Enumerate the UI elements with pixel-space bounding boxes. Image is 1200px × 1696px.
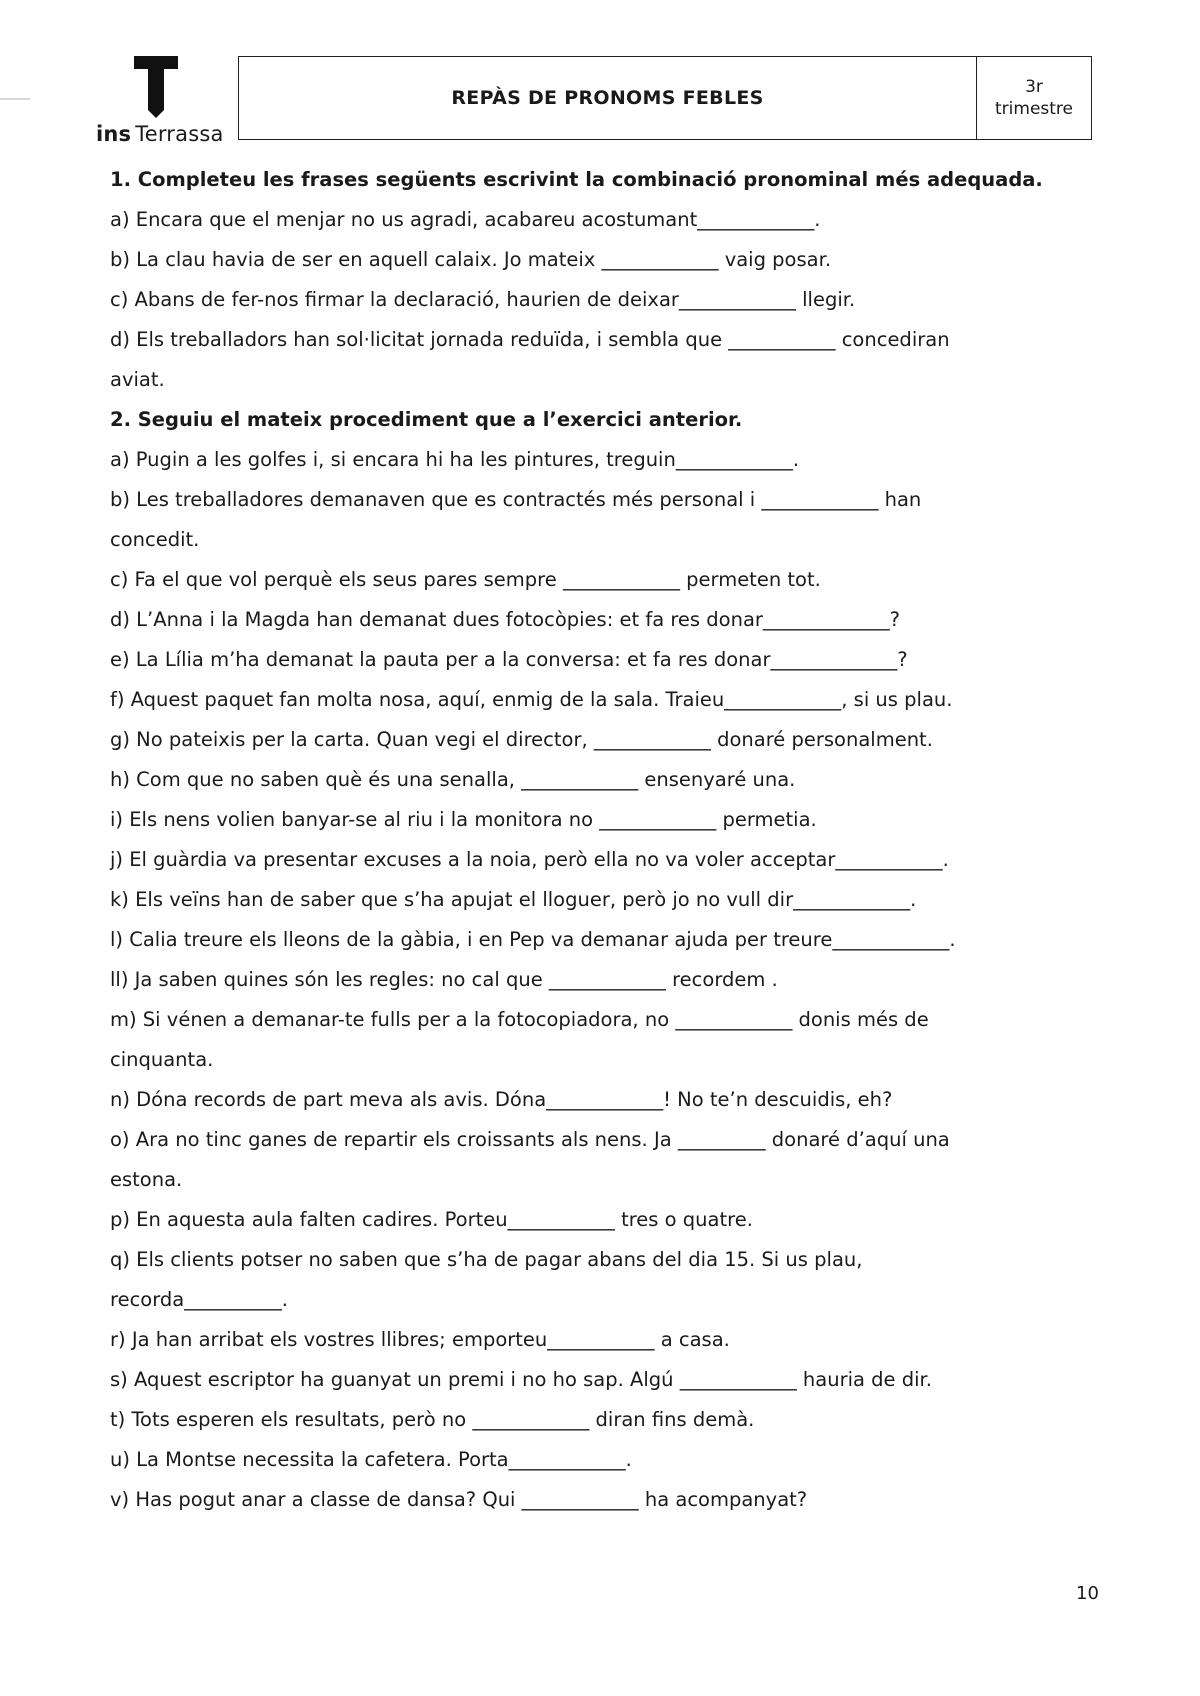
sentence-line: d) L’Anna i la Magda han demanat dues fotocòpies: et fa res donar_____________? [110, 608, 901, 631]
exercise-2-item [110, 1080, 1070, 1120]
exercise-2-item [110, 960, 1070, 1000]
sentence-line: j) El guàrdia va presentar excuses a la noia, però ella no va voler acceptar___________. [110, 848, 949, 871]
school-logo [96, 56, 226, 148]
exercise-2-item [110, 640, 1070, 680]
exercise-2-title: 2. Seguiu el mateix procediment que a l’exercici anterior. [110, 408, 743, 431]
sentence-line: r) Ja han arribat els vostres llibres; emporteu___________ a casa. [110, 1328, 730, 1351]
logo-ins: ins [96, 122, 132, 146]
exercise-2-item [110, 840, 1070, 880]
sentence-line: h) Com que no saben què és una senalla, ____________ ensenyaré una. [110, 768, 796, 791]
sentence-line: o) Ara no tinc ganes de repartir els croissants als nens. Ja _________ donaré d’aquí una [110, 1128, 950, 1151]
sentence-line: t) Tots esperen els resultats, però no ____________ diran fins demà. [110, 1408, 755, 1431]
header-box [238, 56, 1092, 140]
exercise-1-list [110, 200, 1070, 400]
exercise-1-item [110, 320, 1070, 400]
sentence-line: i) Els nens volien banyar-se al riu i la monitora no ____________ permetia. [110, 808, 817, 831]
exercise-2-item [110, 680, 1070, 720]
exercise-2-item [110, 560, 1070, 600]
exercise-2-item [110, 440, 1070, 480]
sentence-line: g) No pateixis per la carta. Quan vegi el director, ____________ donaré personalment. [110, 728, 933, 751]
sentence-line: q) Els clients potser no saben que s’ha de pagar abans del dia 15. Si us plau, [110, 1248, 863, 1271]
sentence-line: k) Els veïns han de saber que s’ha apujat el lloguer, però jo no vull dir____________. [110, 888, 917, 911]
sentence-line: c) Fa el que vol perquè els seus pares sempre ____________ permeten tot. [110, 568, 821, 591]
exercise-2-item [110, 760, 1070, 800]
sentence-line: n) Dóna records de part meva als avis. Dóna____________! No te’n descuidis, eh? [110, 1088, 893, 1111]
sentence-line: v) Has pogut anar a classe de dansa? Qui ____________ ha acompanyat? [110, 1488, 808, 1511]
exercise-2-item [110, 1320, 1070, 1360]
exercise-2-item [110, 1000, 1070, 1080]
exercise-2-item [110, 1440, 1070, 1480]
sentence-line: l) Calia treure els lleons de la gàbia, i en Pep va demanar ajuda per treure____________. [110, 928, 956, 951]
exercise-2-list [110, 440, 1070, 1520]
sentence-line: estona. [110, 1168, 183, 1191]
sentence-line: p) En aquesta aula falten cadires. Porteu___________ tres o quatre. [110, 1208, 753, 1231]
sentence-line: c) Abans de fer-nos firmar la declaració, haurien de deixar____________ llegir. [110, 288, 856, 311]
exercise-2-item [110, 800, 1070, 840]
sentence-line: u) La Montse necessita la cafetera. Porta____________. [110, 1448, 632, 1471]
edge-mark [0, 98, 30, 100]
term-label: trimestre [995, 99, 1073, 119]
sentence-line: f) Aquest paquet fan molta nosa, aquí, enmig de la sala. Traieu____________, si us plau. [110, 688, 953, 711]
sentence-line: a) Pugin a les golfes i, si encara hi ha les pintures, treguin____________. [110, 448, 800, 471]
worksheet-content [110, 160, 1070, 1520]
exercise-2-item [110, 1400, 1070, 1440]
sentence-line: recorda__________. [110, 1288, 288, 1311]
sentence-line: concedit. [110, 528, 200, 551]
page-title: REPÀS DE PRONOMS FEBLES [451, 87, 764, 109]
exercise-1-item [110, 240, 1070, 280]
sentence-line: b) Les treballadores demanaven que es contractés més personal i ____________ han [110, 488, 922, 511]
term-number: 3r [1025, 77, 1043, 97]
logo-city: Terrassa [135, 122, 224, 146]
sentence-line: e) La Lília m’ha demanat la pauta per a la conversa: et fa res donar_____________? [110, 648, 908, 671]
exercise-2-item [110, 920, 1070, 960]
sentence-line: s) Aquest escriptor ha guanyat un premi i no ho sap. Algú ____________ hauria de dir. [110, 1368, 932, 1391]
exercise-2-item [110, 1240, 1070, 1320]
exercise-1-item [110, 200, 1070, 240]
exercise-2-item [110, 1120, 1070, 1200]
term-cell [976, 57, 1091, 139]
sentence-line: aviat. [110, 368, 165, 391]
t-letter-logo-icon [134, 56, 178, 118]
exercise-2-item [110, 880, 1070, 920]
exercise-2-item [110, 1480, 1070, 1520]
exercise-2-item [110, 1360, 1070, 1400]
sentence-line: m) Si vénen a demanar-te fulls per a la fotocopiadora, no ____________ donis més de [110, 1008, 929, 1031]
exercise-2-item [110, 480, 1070, 560]
sentence-line: d) Els treballadors han sol·licitat jornada reduïda, i sembla que ___________ concediran [110, 328, 950, 351]
sentence-line: cinquanta. [110, 1048, 214, 1071]
sentence-line: ll) Ja saben quines són les regles: no cal que ____________ recordem . [110, 968, 778, 991]
sentence-line: b) La clau havia de ser en aquell calaix. Jo mateix ____________ vaig posar. [110, 248, 832, 271]
exercise-2-item [110, 1200, 1070, 1240]
sentence-line: a) Encara que el menjar no us agradi, acabareu acostumant____________. [110, 208, 821, 231]
exercise-2-item [110, 600, 1070, 640]
page-number: 10 [1076, 1583, 1099, 1604]
logo-text [96, 122, 224, 146]
exercise-1-item [110, 280, 1070, 320]
exercise-2-item [110, 720, 1070, 760]
exercise-1-title: 1. Completeu les frases següents escrivint la combinació pronominal més adequada. [110, 168, 1043, 191]
